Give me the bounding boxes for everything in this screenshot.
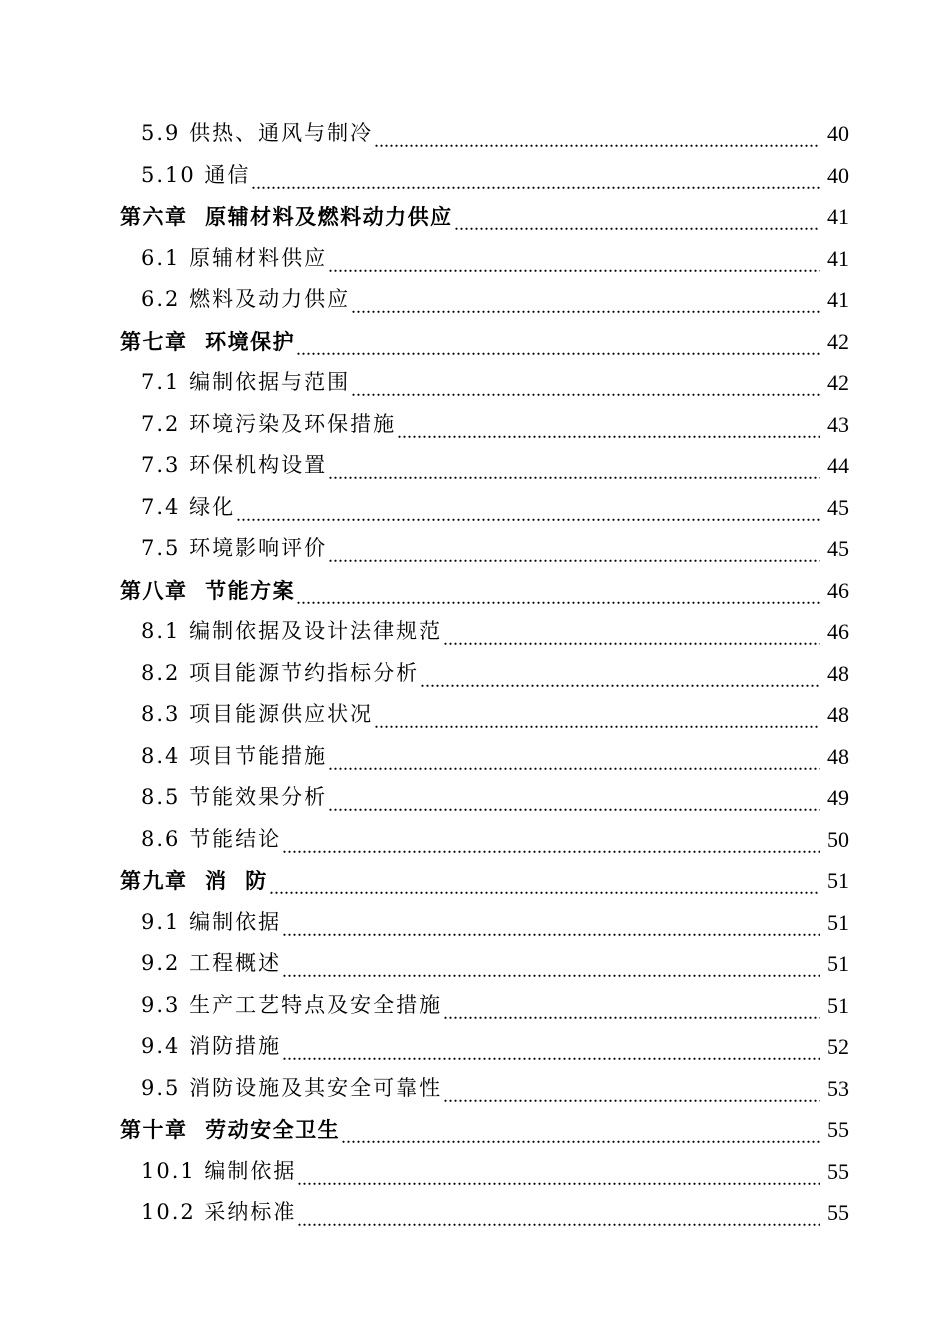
toc-chapter-entry[interactable] [0, 196, 950, 238]
toc-entry-title: 7.1 编制依据与范围 [141, 370, 351, 394]
toc-entry-page-number: 42 [827, 370, 849, 395]
dot-leader [351, 362, 820, 404]
toc-entry-title: 5.9 供热、通风与制冷 [141, 121, 374, 145]
toc-section-entry[interactable] [0, 1068, 950, 1110]
toc-entry-page-number: 55 [827, 1200, 849, 1225]
toc-section-entry[interactable] [0, 487, 950, 529]
toc-section-entry[interactable] [0, 445, 950, 487]
toc-section-entry[interactable] [0, 777, 950, 819]
toc-entry-page-number: 40 [827, 162, 849, 188]
toc-section-entry[interactable] [0, 238, 950, 280]
dot-leader [269, 860, 820, 902]
toc-entry-title: 8.2 项目能源节约指标分析 [141, 660, 420, 685]
dot-leader [351, 279, 820, 321]
dot-leader [282, 943, 820, 985]
toc-chapter-entry[interactable] [0, 570, 950, 612]
dot-leader [328, 445, 820, 487]
toc-entry-title: 第九章 消 防 [120, 868, 268, 893]
toc-section-entry[interactable] [0, 113, 950, 155]
toc-entry-page-number: 49 [827, 785, 849, 810]
dot-leader [297, 1151, 820, 1193]
toc-entry-page-number: 40 [827, 121, 849, 146]
toc-entry-page-number: 52 [827, 1034, 849, 1059]
toc-entry-page-number: 41 [827, 245, 849, 271]
dot-leader [454, 196, 820, 238]
toc-entry-title: 8.5 节能效果分析 [141, 785, 328, 809]
toc-entry-title: 7.2 环境污染及环保措施 [141, 411, 397, 436]
toc-entry-title: 9.2 工程概述 [141, 951, 282, 975]
toc-entry-page-number: 44 [827, 453, 849, 478]
dot-leader [282, 819, 820, 861]
toc-entry-page-number: 51 [827, 909, 849, 935]
toc-entry-title: 第七章 环境保护 [120, 328, 296, 354]
toc-section-entry[interactable] [0, 736, 950, 778]
toc-section-entry[interactable] [0, 362, 950, 404]
dot-leader [328, 777, 820, 819]
dot-leader [443, 1068, 820, 1110]
toc-section-entry[interactable] [0, 1192, 950, 1234]
toc-chapter-entry[interactable] [0, 1109, 950, 1151]
toc-section-entry[interactable] [0, 528, 950, 570]
dot-leader [341, 1109, 820, 1151]
dot-leader [328, 238, 820, 280]
toc-section-entry[interactable] [0, 404, 950, 446]
dot-leader [282, 902, 820, 944]
dot-leader [296, 321, 820, 363]
dot-leader [236, 487, 820, 529]
dot-leader [397, 404, 820, 446]
toc-entry-page-number: 41 [827, 287, 849, 312]
toc-entry-title: 6.1 原辅材料供应 [141, 245, 328, 270]
toc-section-entry[interactable] [0, 653, 950, 695]
toc-entry-page-number: 48 [827, 660, 849, 686]
toc-entry-page-number: 55 [827, 1117, 849, 1142]
toc-entry-page-number: 42 [827, 328, 849, 354]
toc-chapter-entry[interactable] [0, 860, 950, 902]
toc-entry-page-number: 45 [827, 536, 849, 561]
toc-entry-page-number: 53 [827, 1075, 849, 1101]
toc-section-entry[interactable] [0, 611, 950, 653]
toc-chapter-entry[interactable] [0, 321, 950, 363]
toc-entry-title: 8.1 编制依据及设计法律规范 [141, 619, 443, 643]
toc-entry-title: 8.6 节能结论 [141, 826, 282, 851]
dot-leader [443, 985, 820, 1027]
toc-section-entry[interactable] [0, 1026, 950, 1068]
toc-section-entry[interactable] [0, 1151, 950, 1193]
toc-entry-title: 5.10 通信 [141, 162, 251, 187]
toc-entry-page-number: 41 [827, 204, 849, 229]
dot-leader [297, 1192, 820, 1234]
toc-entry-page-number: 51 [827, 868, 849, 893]
toc-entry-page-number: 55 [827, 1158, 849, 1184]
toc-entry-title: 7.3 环保机构设置 [141, 453, 328, 477]
toc-entry-title: 9.4 消防措施 [141, 1034, 282, 1058]
toc-entry-page-number: 45 [827, 494, 849, 520]
toc-section-entry[interactable] [0, 155, 950, 197]
dot-leader [282, 1026, 820, 1068]
toc-entry-page-number: 50 [827, 826, 849, 852]
toc-entry-title: 10.1 编制依据 [141, 1158, 297, 1183]
toc-entry-title: 7.5 环境影响评价 [141, 536, 328, 560]
toc-entry-title: 第六章 原辅材料及燃料动力供应 [120, 204, 453, 229]
toc-entry-page-number: 48 [827, 702, 849, 727]
toc-entry-title: 9.3 生产工艺特点及安全措施 [141, 992, 443, 1017]
toc-section-entry[interactable] [0, 279, 950, 321]
toc-entry-title: 8.3 项目能源供应状况 [141, 702, 374, 726]
toc-entry-title: 8.4 项目节能措施 [141, 743, 328, 768]
dot-leader [328, 528, 820, 570]
dot-leader [296, 570, 820, 612]
toc-entry-title: 第八章 节能方案 [120, 577, 296, 603]
toc-entry-page-number: 51 [827, 951, 849, 976]
dot-leader [328, 736, 820, 778]
dot-leader [251, 155, 820, 197]
table-of-contents [0, 113, 950, 1234]
toc-section-entry[interactable] [0, 943, 950, 985]
toc-entry-title: 6.2 燃料及动力供应 [141, 287, 351, 311]
toc-entry-page-number: 46 [827, 619, 849, 644]
toc-section-entry[interactable] [0, 902, 950, 944]
toc-section-entry[interactable] [0, 694, 950, 736]
toc-section-entry[interactable] [0, 819, 950, 861]
toc-entry-page-number: 51 [827, 992, 849, 1018]
dot-leader [374, 113, 820, 155]
dot-leader [443, 611, 820, 653]
toc-entry-title: 9.5 消防设施及其安全可靠性 [141, 1075, 443, 1100]
toc-entry-page-number: 43 [827, 411, 849, 437]
toc-entry-title: 9.1 编制依据 [141, 909, 282, 934]
toc-entry-title: 第十章 劳动安全卫生 [120, 1117, 341, 1142]
toc-entry-page-number: 48 [827, 743, 849, 769]
dot-leader [420, 653, 820, 695]
toc-entry-page-number: 46 [827, 577, 849, 603]
toc-entry-title: 10.2 采纳标准 [141, 1200, 297, 1224]
toc-section-entry[interactable] [0, 985, 950, 1027]
toc-entry-title: 7.4 绿化 [141, 494, 236, 519]
dot-leader [374, 694, 820, 736]
